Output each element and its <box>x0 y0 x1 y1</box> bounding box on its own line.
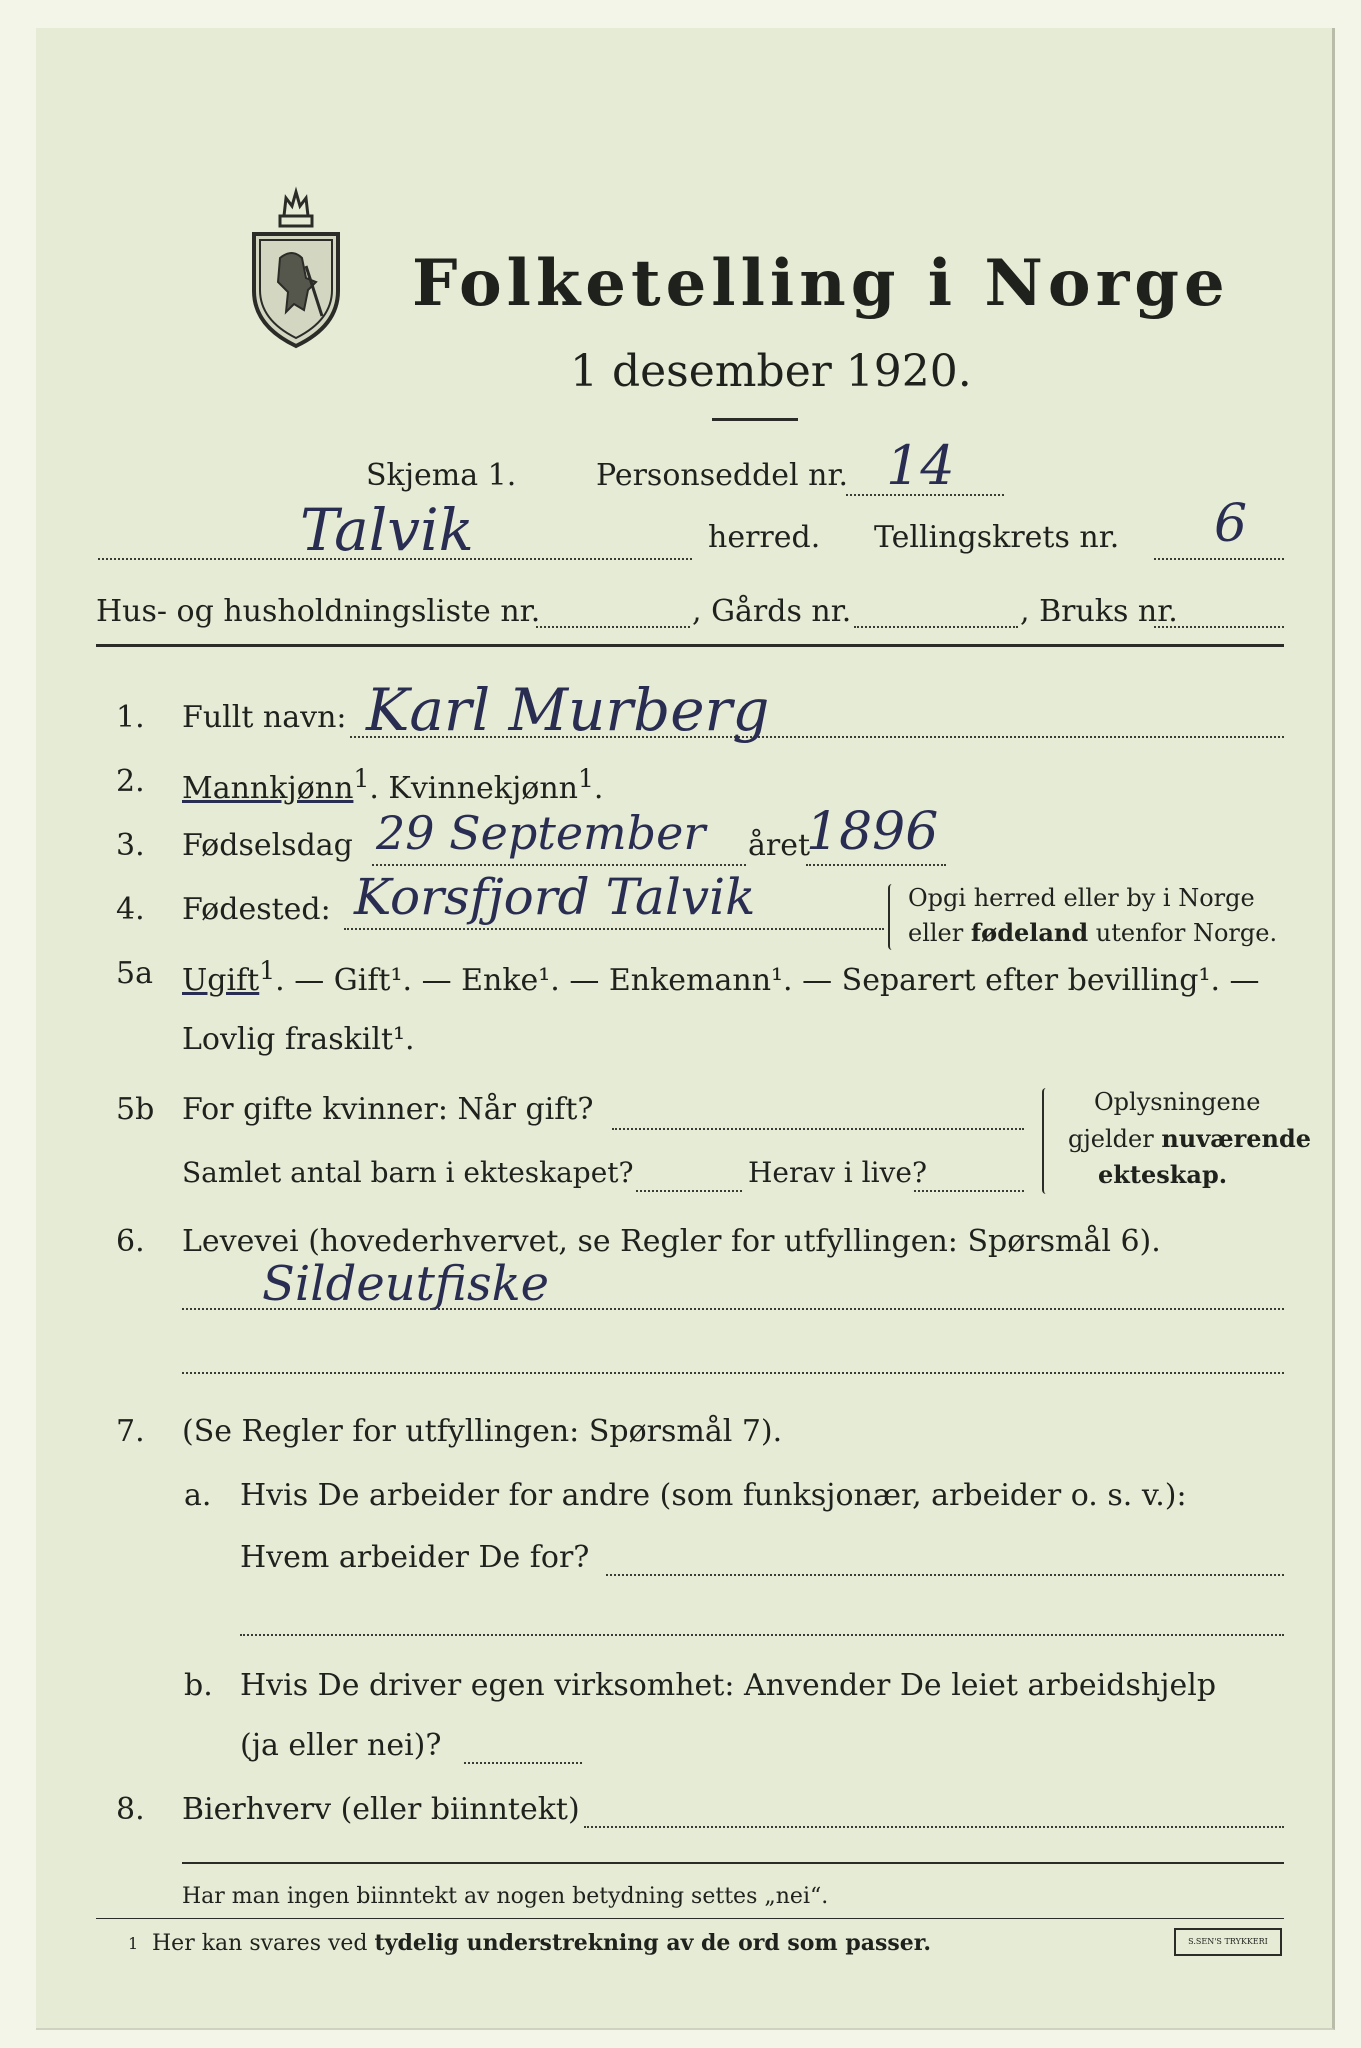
bruks-line <box>1154 626 1284 628</box>
q7b-line2: (ja eller nei)? <box>240 1728 442 1763</box>
q1-label: Fullt navn: <box>182 700 347 735</box>
printer-stamp: S.SEN'S TRYKKERI <box>1174 1928 1282 1956</box>
q3-value: 29 September <box>376 806 706 860</box>
q5b-note-text-a: gjelder <box>1068 1125 1162 1153</box>
q5b-note-text-b: nuværende <box>1161 1124 1312 1153</box>
q7b-letter: b. <box>184 1668 213 1703</box>
q3-number: 3. <box>116 828 145 863</box>
personseddel-label: Personseddel nr. <box>596 458 849 493</box>
q5a-number: 5a <box>116 956 153 991</box>
form-title: Folketelling i Norge <box>412 246 1230 321</box>
q7b-line-answer <box>464 1762 582 1764</box>
q3-year: 1896 <box>806 802 939 862</box>
q5b-live-line <box>914 1190 1024 1192</box>
q7a-line-answer1 <box>606 1574 1284 1576</box>
personseddel-value: 14 <box>886 434 955 497</box>
q3-year-line <box>806 864 946 866</box>
q1-number: 1. <box>116 700 145 735</box>
q8-number: 8. <box>116 1792 145 1827</box>
q7a-letter: a. <box>184 1478 212 1513</box>
q1-value: Karl Murberg <box>366 676 770 744</box>
footer-divider <box>182 1862 1284 1864</box>
hus-label: Hus- og husholdningsliste nr. <box>96 594 541 629</box>
q7a-line2: Hvem arbeider De for? <box>240 1540 590 1575</box>
q5b-herav: Herav i live? <box>748 1156 927 1189</box>
q2-number: 2. <box>116 764 145 799</box>
q2-options: Mannkjønn$^1$. Kvinnekjønn$^1$. <box>182 764 604 806</box>
q4-label: Fødested: <box>182 892 331 927</box>
coat-of-arms-icon <box>246 186 346 351</box>
q6-label: Levevei (hovederhvervet, se Regler for utfyllingen: Spørsmål 6). <box>182 1224 1161 1259</box>
q5a-ugift-option: Ugift <box>182 963 260 998</box>
q4-line <box>344 928 884 930</box>
q5b-note-brace <box>1042 1088 1050 1194</box>
q4-note-line2 <box>908 918 1277 947</box>
herred-value: Talvik <box>300 496 474 564</box>
q5b-line2: Samlet antal barn i ekteskapet? <box>182 1156 634 1189</box>
q8-line <box>584 1826 1284 1828</box>
q5a-line2: Lovlig fraskilt¹. <box>182 1022 415 1057</box>
q7-label: (Se Regler for utfyllingen: Spørsmål 7). <box>182 1414 783 1449</box>
skjema-label: Skjema 1. <box>366 458 517 493</box>
q5a-options: Ugift$^1$. — Gift¹. — Enke¹. — Enkemann¹. — Separert efter bevilling¹. — <box>182 956 1260 998</box>
footnote-text-b: tydelig understrekning av de ord som passer. <box>374 1930 932 1956</box>
q2-male-option: Mannkjønn <box>182 771 354 806</box>
q5b-number: 5b <box>116 1092 155 1127</box>
footnote-text-a: Her kan svares ved <box>152 1931 375 1956</box>
herred-label: herred. <box>708 520 821 555</box>
q8-label: Bierhverv (eller biinntekt) <box>182 1792 580 1827</box>
gards-label: , Gårds nr. <box>692 594 852 629</box>
q4-note-line1: Opgi herred eller by i Norge <box>908 884 1255 912</box>
tellingskrets-value: 6 <box>1214 494 1248 554</box>
footer-note: Har man ingen biinntekt av nogen betydning settes „nei“. <box>182 1884 829 1909</box>
footnote-divider <box>96 1918 1284 1919</box>
q7a-line1: Hvis De arbeider for andre (som funksjonær, arbeider o. s. v.): <box>240 1478 1187 1513</box>
q6-number: 6. <box>116 1224 145 1259</box>
q5a-other-options: . — Gift¹. — Enke¹. — Enkemann¹. — Separert efter bevilling¹. — <box>275 963 1260 998</box>
tellingskrets-label: Tellingskrets nr. <box>874 520 1120 555</box>
gards-line <box>854 626 1018 628</box>
q6-line2 <box>182 1372 1284 1374</box>
q6-value: Sildeutfiske <box>262 1256 550 1312</box>
q5b-note-line3: ekteskap. <box>1098 1160 1228 1189</box>
q3-date-line <box>372 864 746 866</box>
q4-note-brace <box>888 884 896 950</box>
tellingskrets-line <box>1154 558 1284 560</box>
q5b-note-line1: Oplysningene <box>1094 1088 1261 1116</box>
q3-label: Fødselsdag <box>182 828 353 863</box>
q4-note-text-b: fødeland <box>970 918 1089 947</box>
q4-value: Korsfjord Talvik <box>354 868 756 926</box>
q5b-label: For gifte kvinner: Når gift? <box>182 1092 594 1127</box>
q7b-line1: Hvis De driver egen virksomhet: Anvender De leiet arbeidshjelp <box>240 1668 1217 1703</box>
hus-line <box>536 626 690 628</box>
census-date: 1 desember 1920. <box>570 346 972 397</box>
q3-aret: året <box>748 828 811 863</box>
q5b-barn-line <box>636 1190 742 1192</box>
q5b-note-line2 <box>1068 1124 1311 1153</box>
header-divider <box>96 644 1284 647</box>
q5b-gift-line <box>612 1128 1024 1130</box>
footnote-text <box>152 1930 931 1956</box>
bruks-label: , Bruks nr. <box>1020 594 1178 629</box>
q2-female-option: Kvinnekjønn <box>388 771 578 806</box>
q4-number: 4. <box>116 892 145 927</box>
q7a-line-answer2 <box>240 1634 1284 1636</box>
census-form-sheet <box>36 28 1335 2030</box>
footnote-number: 1 <box>128 1934 139 1953</box>
q4-note-text-c: utenfor Norge. <box>1088 919 1278 947</box>
q7-number: 7. <box>116 1414 145 1449</box>
q4-note-text-a: eller <box>908 919 971 947</box>
title-rule <box>712 418 798 421</box>
